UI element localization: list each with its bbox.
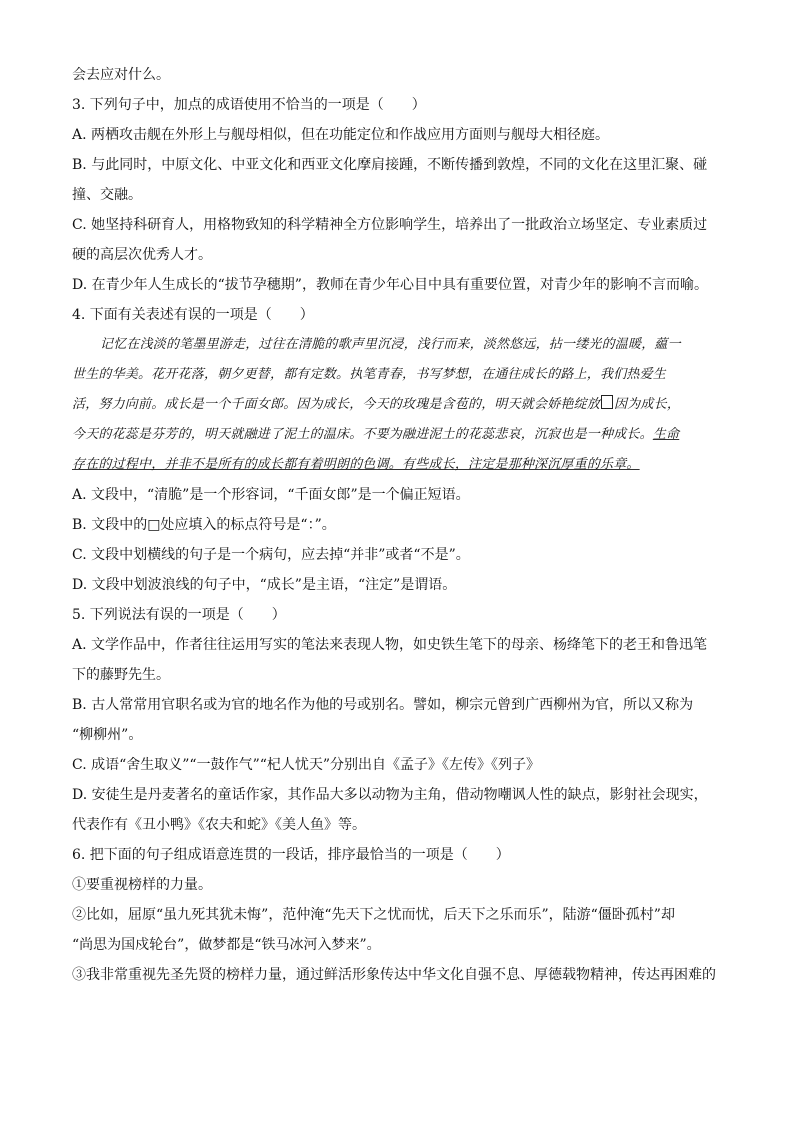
question-6-stem: 6. 把下面的句子组成语意连贯的一段话，排序最恰当的一项是（ ） (72, 847, 510, 863)
question-4-option-a: A. 文段中，“清脆”是一个形容词，“千面女郎”是一个偏正短语。 (72, 487, 470, 503)
question-3-stem: 3. 下列句子中，加点的成语使用不恰当的一项是（ ） (72, 97, 426, 113)
question-5-option-b: B. 古人常常用官职名或为官的地名作为他的号或别名。譬如，柳宗元曾到广西柳州为官，所以又称为 (72, 697, 694, 713)
blank-box (601, 395, 613, 409)
question-6-sentence-3: ③我非常重视先圣先贤的榜样力量，通过鲜活形象传达中华文化自强不息、厚德载物精神，传达再困难的 (72, 967, 716, 983)
question-5-option-a-cont: 下的藤野先生。 (72, 667, 170, 683)
question-3-option-c-cont: 硬的高层次优秀人才。 (72, 247, 212, 263)
document-page (72, 60, 722, 990)
question-3-option-c: C. 她坚持科研育人，用格物致知的科学精神全方位影响学生，培养出了一批政治立场坚定、专业素质过 (72, 217, 708, 233)
question-5-option-d: D. 安徒生是丹麦著名的童话作家，其作品大多以动物为主角，借动物嘲讽人性的缺点，影射社会现实， (72, 787, 708, 803)
passage-text: 因为成长， (614, 397, 681, 412)
question-5-option-d-cont: 代表作有《丑小鸭》《农夫和蛇》《美人鱼》等。 (72, 817, 366, 833)
underlined-sentence: 存在的过程中，并非不是所有的成长都有着明朗的色调。 (72, 457, 403, 472)
text-line: 会去应对什么。 (72, 67, 170, 83)
passage-line (72, 450, 722, 480)
wavy-underlined-sentence: 有些成长，注定是那种深沉厚重的乐章。 (402, 457, 640, 472)
question-3-option-a: A. 两栖攻击舰在外形上与舰母相似，但在功能定位和作战应用方面则与舰母大相径庭。 (72, 127, 610, 143)
passage-line: 世生的华美。花开花落，朝夕更替，都有定数。执笔青春，书写梦想，在通往成长的路上，我们热爱生 (72, 367, 667, 382)
passage-text: 活，努力向前。成长是一个千面女郎。因为成长，今天的玫瑰是含苞的，明天就会娇艳绽放 (72, 397, 601, 412)
passage-line (72, 390, 722, 420)
underlined-sentence: 生命 (652, 427, 680, 442)
question-4-option-c: C. 文段中划横线的句子是一个病句，应去掉“并非”或者“不是”。 (72, 547, 470, 563)
question-4-option-b: B. 文段中的□处应填入的标点符号是“：”。 (72, 517, 336, 533)
question-6-sentence-1: ①要重视榜样的力量。 (72, 877, 212, 893)
passage-text: 今天的花蕊是芬芳的，明天就融进了泥土的温床。不要为融进泥土的花蕊悲哀，沉寂也是一种成长。 (72, 427, 653, 442)
question-3-option-d: D. 在青少年人生成长的“拔节孕穗期”，教师在青少年心目中具有重要位置，对青少年的影响不言而喻。 (72, 277, 708, 293)
question-3-option-b-cont: 撞、交融。 (72, 187, 142, 203)
question-6-sentence-2: ②比如，屈原“虽九死其犹未悔”，范仲淹“先天下之忧而忧，后天下之乐而乐”，陆游“僵卧孤村”却 (72, 907, 675, 923)
passage-line: 记忆在浅淡的笔墨里游走，过往在清脆的歌声里沉浸，浅行而来，淡然悠远，拈一缕光的温暖，藴一 (100, 337, 681, 352)
question-4-option-d: D. 文段中划波浪线的句子中，“成长”是主语，“注定”是谓语。 (72, 577, 457, 593)
question-5-stem: 5. 下列说法有误的一项是（ ） (72, 607, 286, 623)
question-5-option-a: A. 文学作品中，作者往往运用写实的笔法来表现人物，如史铁生笔下的母亲、杨绛笔下的老王和鲁迅笔 (72, 637, 708, 653)
question-4-stem: 4. 下面有关表述有误的一项是（ ） (72, 307, 314, 323)
question-5-option-b-cont: “柳柳州”。 (72, 727, 143, 743)
question-6-sentence-2-cont: “尚思为国戍轮台”，做梦都是“铁马冰河入梦来”。 (72, 937, 381, 953)
passage-line (72, 420, 722, 450)
reading-passage (72, 330, 722, 480)
question-5-option-c: C. 成语“舍生取义”“一鼓作气”“杞人忧天”分别出自《孟子》《左传》《列子》 (72, 757, 541, 773)
question-3-option-b: B. 与此同时，中原文化、中亚文化和西亚文化摩肩接踵，不断传播到敦煌，不同的文化在这里汇聚、碰 (72, 157, 708, 173)
